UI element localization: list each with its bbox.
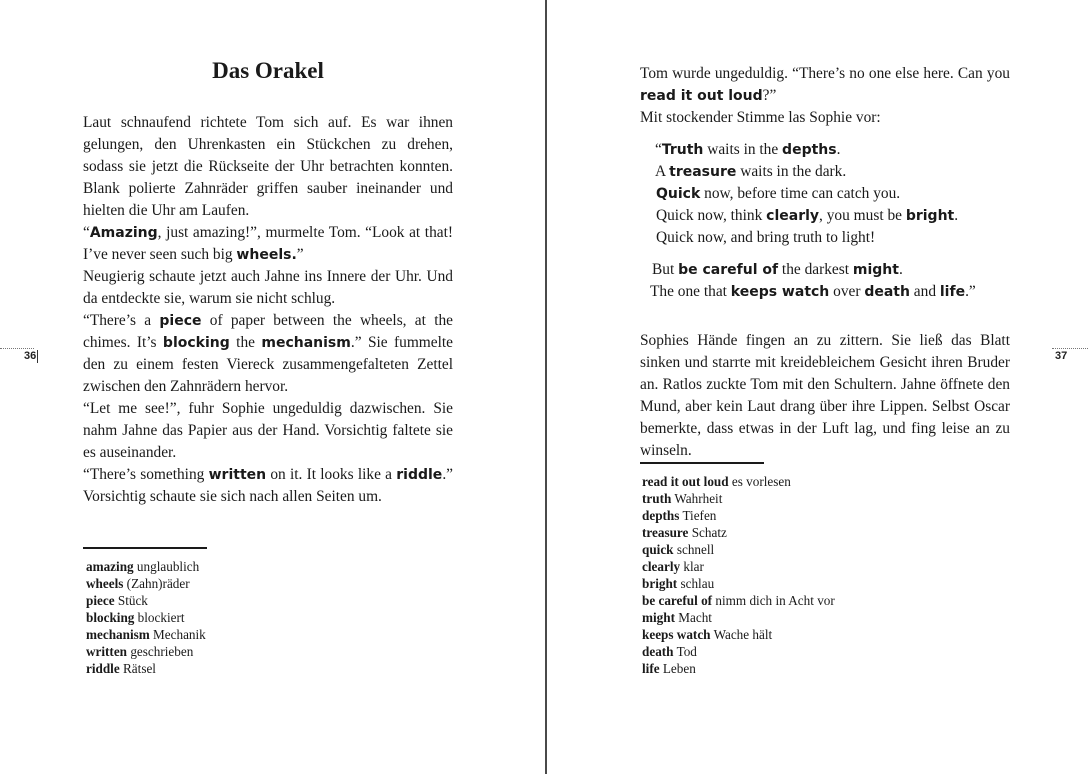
paragraph [640,63,1010,107]
glossary-entry [86,592,206,609]
glossary-translation: Wahrheit [674,491,723,506]
glossary-term: written [86,644,128,659]
glossary-term: mechanism [86,627,150,642]
paragraph [83,222,453,266]
poem-line [640,205,1020,227]
glossary-translation: blockiert [137,610,185,625]
keyword: clearly [766,208,820,224]
text-run: Neugierig schaute jetzt auch Jahne ins Innere der Uhr. Und da entdeckte sie, warum sie nicht schlug. [83,268,453,307]
keyword: mechanism [261,335,351,351]
chapter-title: Das Orakel [212,58,324,83]
keyword: keeps watch [730,284,830,300]
glossary-entry [86,626,206,643]
page-edge-dots-right [1052,348,1088,349]
glossary-translation: geschrieben [130,644,194,659]
glossary-translation: Mechanik [153,627,206,642]
glossary-entry [642,473,835,490]
keyword: riddle [396,467,443,483]
text-run: Quick now, think [656,207,767,224]
glossary-translation: Tiefen [682,508,717,523]
glossary-translation: Rätsel [123,661,156,676]
glossary-entry [642,660,835,677]
text-run: on it. It looks like a [266,466,397,483]
poem-line [640,139,1020,161]
poem-line [640,227,1020,249]
glossary-translation: nimm dich in Acht vor [715,593,835,608]
riddle-poem [640,139,1020,303]
text-run: waits in the [703,141,783,158]
text-run: of paper between the wheels, at the chimes. It’s [83,312,453,351]
paragraph [83,310,453,398]
glossary-term: wheels [86,576,124,591]
text-run: The one that [650,283,731,300]
glossary-translation: (Zahn)räder [126,576,190,591]
page-number-left: 36 [24,350,37,362]
left-body-text [83,112,453,508]
text-run: . [898,261,903,278]
glossary-translation: unglaublich [136,559,200,574]
page-number-bar [37,350,38,363]
keyword: read it out loud [640,88,763,104]
poem-line [640,161,1020,183]
text-run: Quick now, and bring truth to light! [656,229,876,246]
keyword: depths [782,142,837,158]
book-spine [545,0,547,774]
glossary-term: keeps watch [642,627,711,642]
glossary-term: read it out loud [642,474,729,489]
glossary-translation: Macht [678,610,712,625]
paragraph [83,266,453,310]
footnote-rule-left [83,547,207,549]
poem-line [640,183,1020,205]
glossary-entry [86,575,206,592]
glossary-term: treasure [642,525,689,540]
glossary-entry [642,626,835,643]
glossary-term: life [642,661,660,676]
keyword: might [852,262,899,278]
glossary-term: be careful of [642,593,713,608]
right-page [548,0,1088,774]
keyword: Truth [661,142,704,158]
text-run: .” Sie fummelte den zu einem festen Viereck zusammengefalteten Zettel zwischen den Zahnrädern hervor. [83,334,453,395]
glossary-entry [86,660,206,677]
poem-line [640,259,1020,281]
keyword: life [939,284,966,300]
glossary-term: bright [642,576,678,591]
text-run: ?” [762,87,777,104]
glossary-term: truth [642,491,672,506]
keyword: Quick [656,186,701,202]
text-run: . [836,141,841,158]
text-run: , you must be [819,207,906,224]
glossary-translation: schnell [676,542,715,557]
glossary-entry [86,609,206,626]
keyword: death [864,284,910,300]
glossary-translation: es vorlesen [731,474,791,489]
glossary-term: quick [642,542,674,557]
text-run: “There’s something [83,466,209,483]
text-run: Sophies Hände fingen an zu zittern. Sie ließ das Blatt sinken und starrte mit kreidebleichem Gesicht ihren Bruder an. Ratlos zuckte Tom mit den Schultern. Jahne öffnete den Mund, aber kein Laut drang über ihre Lippen. Selbst Oscar bemerkte, dass etwas in der Luft lag, und fing leise an zu winseln. [640,332,1010,460]
glossary-entry [642,592,835,609]
paragraph [83,398,453,464]
text-run: “Let me see!”, fuhr Sophie ungeduldig dazwischen. Sie nahm Jahne das Papier aus der Hand. Vorsichtig faltete sie es auseinander. [83,400,453,461]
text-run: “ [655,141,662,158]
text-run: .” [965,283,976,300]
keyword: bright [905,208,955,224]
text-run: the [229,334,262,351]
glossary-translation: Tod [676,644,697,659]
glossary-term: depths [642,508,680,523]
glossary-entry [642,490,835,507]
text-run: Laut schnaufend richtete Tom sich auf. Es war ihnen gelungen, den Uhrenkasten ein Stückchen zu drehen, sodass sie jetzt die Rückseite der Uhr betrachten konnten. Blank polierte Zahnräder griffen sauber ineinander und hielten die Uhr am Laufen. [83,114,453,219]
glossary-entry [642,609,835,626]
keyword: written [208,467,267,483]
glossary-entry [86,558,206,575]
text-run: the darkest [778,261,853,278]
glossary-left [86,558,206,677]
glossary-term: riddle [86,661,120,676]
text-run: waits in the dark. [736,163,847,180]
glossary-entry [642,558,835,575]
keyword: be careful of [678,262,779,278]
paragraph [83,112,453,222]
glossary-entry [642,507,835,524]
text-run: A [655,163,670,180]
glossary-term: death [642,644,674,659]
glossary-translation: Leben [662,661,696,676]
text-run: “There’s a [83,312,160,329]
footnote-rule-right [640,462,764,464]
glossary-term: might [642,610,675,625]
right-closing-text [640,315,1010,478]
keyword: wheels. [236,247,297,263]
glossary-translation: Stück [117,593,148,608]
glossary-translation: klar [683,559,704,574]
text-run: , just amazing!”, murmelte Tom. “Look at that! I’ve never seen such big [83,224,453,263]
poem-line [640,281,1020,303]
glossary-term: amazing [86,559,134,574]
paragraph [83,464,453,508]
glossary-term: piece [86,593,115,608]
paragraph [640,107,1010,129]
glossary-translation: Schatz [691,525,727,540]
page-edge-dots [0,348,34,349]
text-run: ” [296,246,304,263]
keyword: blocking [162,335,230,351]
text-run: Tom wurde ungeduldig. “There’s no one else here. Can you [640,65,1010,82]
glossary-term: blocking [86,610,135,625]
text-run: now, before time can catch you. [700,185,901,202]
text-run: . [954,207,959,224]
right-intro-text [640,63,1010,129]
text-run: and [909,283,940,300]
page-number-right: 37 [1055,350,1068,362]
text-run: Mit stockender Stimme las Sophie vor: [640,109,881,126]
text-run: “ [83,224,90,241]
glossary-translation: schlau [680,576,715,591]
keyword: Amazing [89,225,158,241]
glossary-term: clearly [642,559,681,574]
paragraph [640,330,1010,462]
glossary-entry [86,643,206,660]
glossary-entry [642,524,835,541]
glossary-entry [642,541,835,558]
keyword: treasure [669,164,737,180]
text-run: over [829,283,865,300]
glossary-entry [642,575,835,592]
glossary-translation: Wache hält [713,627,773,642]
glossary-right [642,473,835,677]
text-run: But [652,261,679,278]
keyword: piece [159,313,202,329]
text-run: .” Vorsichtig schaute sie sich nach allen Seiten um. [83,466,453,505]
glossary-entry [642,643,835,660]
